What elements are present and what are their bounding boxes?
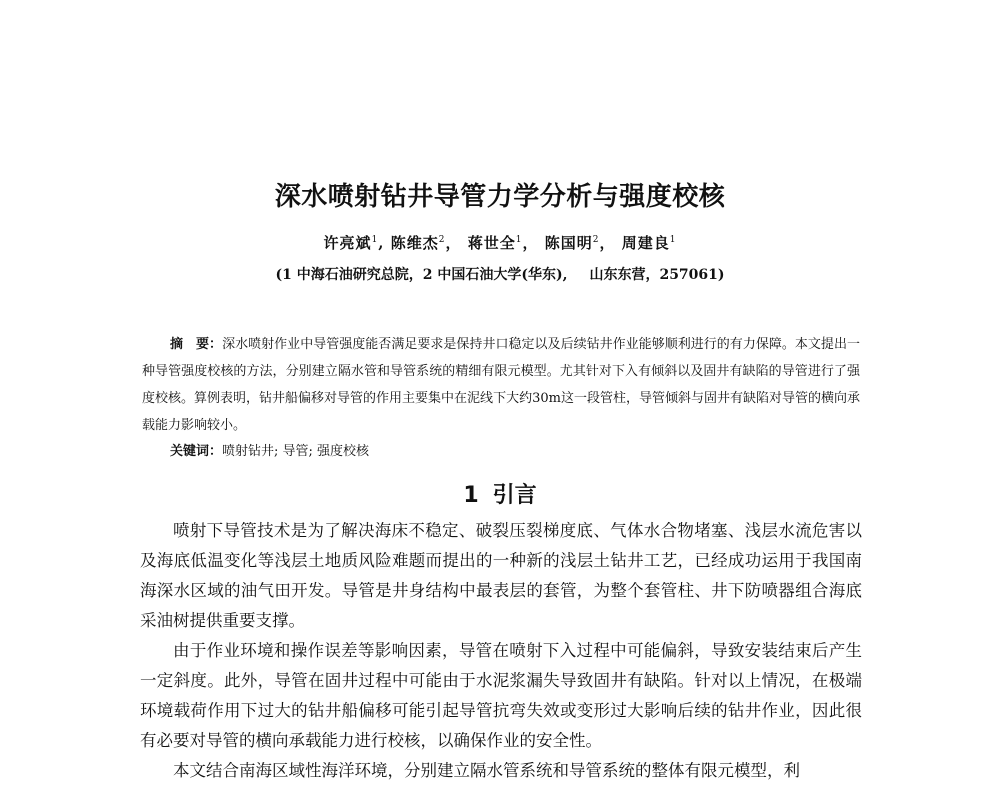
- author-name: 周建良: [621, 234, 670, 252]
- abstract: [142, 331, 860, 439]
- body-paragraph: 喷射下导管技术是为了解决海床不稳定、破裂压裂梯度底、气体水合物堵塞、浅层水流危害以及海底低温变化等浅层土地质风险难题而提出的一种新的浅层土钻井工艺，已经成功运用于我国南海深水区域的油气田开发。导管是井身结构中最表层的套管，为整个套管柱、井下防喷器组合海底采油树提供重要支撑。: [140, 521, 862, 630]
- author-name: 陈维杰: [390, 234, 439, 252]
- body-text: [140, 516, 862, 786]
- body-paragraph: 本文结合南海区域性海洋环境，分别建立隔水管系统和导管系统的整体有限元模型，利: [173, 761, 800, 780]
- author-affil-mark: 2: [438, 235, 446, 245]
- author-list: 许亮斌$^1$, 陈维杰$^2$， 蒋世全$^1$， 陈国明$^2$， 周建良$^1$: [323, 234, 677, 252]
- section-heading: [0, 478, 1000, 509]
- author-affil-mark: 1: [669, 235, 677, 245]
- section-number: 1: [463, 483, 479, 508]
- abstract-text: 深水喷射作业中导管强度能否满足要求是保持井口稳定以及后续钻井作业能够顺利进行的有力保障。本文提出一种导管强度校核的方法，分别建立隔水管和导管系统的精细有限元模型。尤其针对下入有倾斜以及固井有缺陷的导管进行了强度校核。算例表明，钻井船偏移对导管的作用主要集中在泥线下大约30m这一段管柱，导管倾斜与固井有缺陷对导管的横向承载能力影响较小。: [142, 337, 860, 433]
- section-title: 引言: [492, 483, 537, 508]
- author-affil-mark: 1: [371, 235, 379, 245]
- paper-title: 深水喷射钻井导管力学分析与强度校核: [274, 182, 726, 212]
- affiliation-main: (1 中海石油研究总院，2 中国石油大学(华东),: [275, 267, 568, 283]
- affiliation-location: 山东东营，257061): [589, 267, 725, 283]
- affiliation: [0, 264, 1000, 284]
- body-paragraph: 由于作业环境和操作误差等影响因素，导管在喷射下入过程中可能偏斜，导致安装结束后产生一定斜度。此外，导管在固井过程中可能由于水泥浆漏失导致固井有缺陷。针对以上情况，在极端环境载荷作用下过大的钻井船偏移可能引起导管抗弯失效或变形过大影响后续的钻井作业，因此很有必要对导管的横向承载能力进行校核，以确保作业的安全性。: [140, 641, 862, 750]
- author-name: 许亮斌: [323, 234, 372, 252]
- author-affil-mark: 2: [592, 235, 600, 245]
- abstract-label: 摘 要：: [170, 337, 223, 352]
- keywords-label: 关键词：: [170, 444, 223, 459]
- author-affil-mark: 1: [515, 235, 523, 245]
- keywords: [170, 440, 369, 459]
- keywords-text: 喷射钻井; 导管; 强度校核: [222, 444, 370, 459]
- author-name: 蒋世全: [467, 234, 516, 252]
- author-name: 陈国明: [544, 234, 593, 252]
